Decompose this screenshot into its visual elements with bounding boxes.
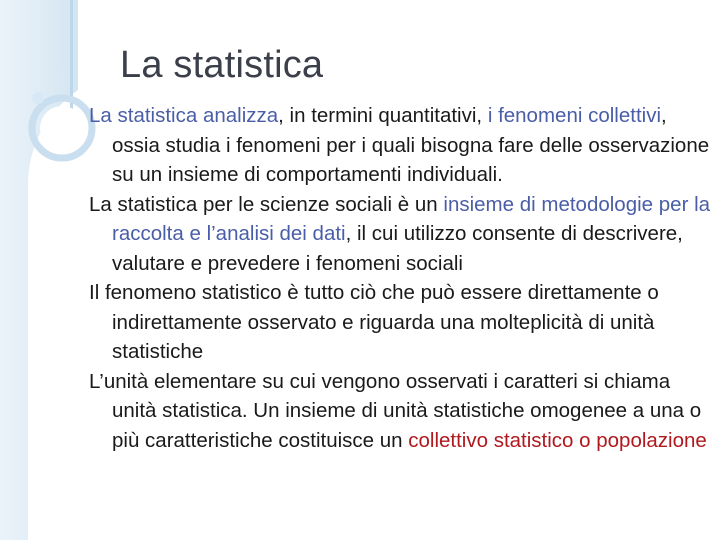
vertical-line-decoration (70, 0, 73, 110)
text-run: L’unità elementare su cui vengono osservati i caratteri si chiama unità statistica. Un insieme di unità statistiche omogenee a una o più caratteristiche costituisce un (89, 369, 702, 452)
text-run: La statistica analizza (89, 104, 279, 127)
text-run: , in termini quantitativi, (278, 104, 488, 127)
text-run: , ossia studia i fenomeni per i quali bisogna fare delle osservazione su un insieme di comportamenti individuali. (112, 104, 710, 186)
paragraph-social-sciences (89, 190, 714, 279)
small-dot-decoration (32, 92, 44, 104)
left-panel-shape (0, 0, 78, 540)
text-run: Il fenomeno statistico è tutto ciò che può essere direttamente o indirettamente osservato e riguarda una molteplicità di unità statistiche (89, 281, 659, 363)
paragraph-definition (89, 101, 714, 190)
text-run: , il cui utilizzo consente di descrivere, valutare e prevedere i fenomeni sociali (112, 222, 683, 275)
text-run: collettivo statistico o popolazione (408, 428, 707, 452)
ring-decoration (32, 98, 92, 158)
text-run: i fenomeni collettivi (487, 104, 662, 127)
slide-title: La statistica (120, 44, 324, 86)
vertical-line-decoration-2 (62, 0, 64, 70)
paragraph-phenomenon (89, 278, 714, 367)
ring-decoration-inner (40, 106, 84, 150)
paragraph-unit (89, 367, 714, 456)
text-run: La statistica per le scienze sociali è un (89, 192, 444, 216)
slide-body (89, 101, 714, 455)
text-run: insieme di metodologie per la raccolta e l’analisi dei dati (112, 192, 711, 245)
